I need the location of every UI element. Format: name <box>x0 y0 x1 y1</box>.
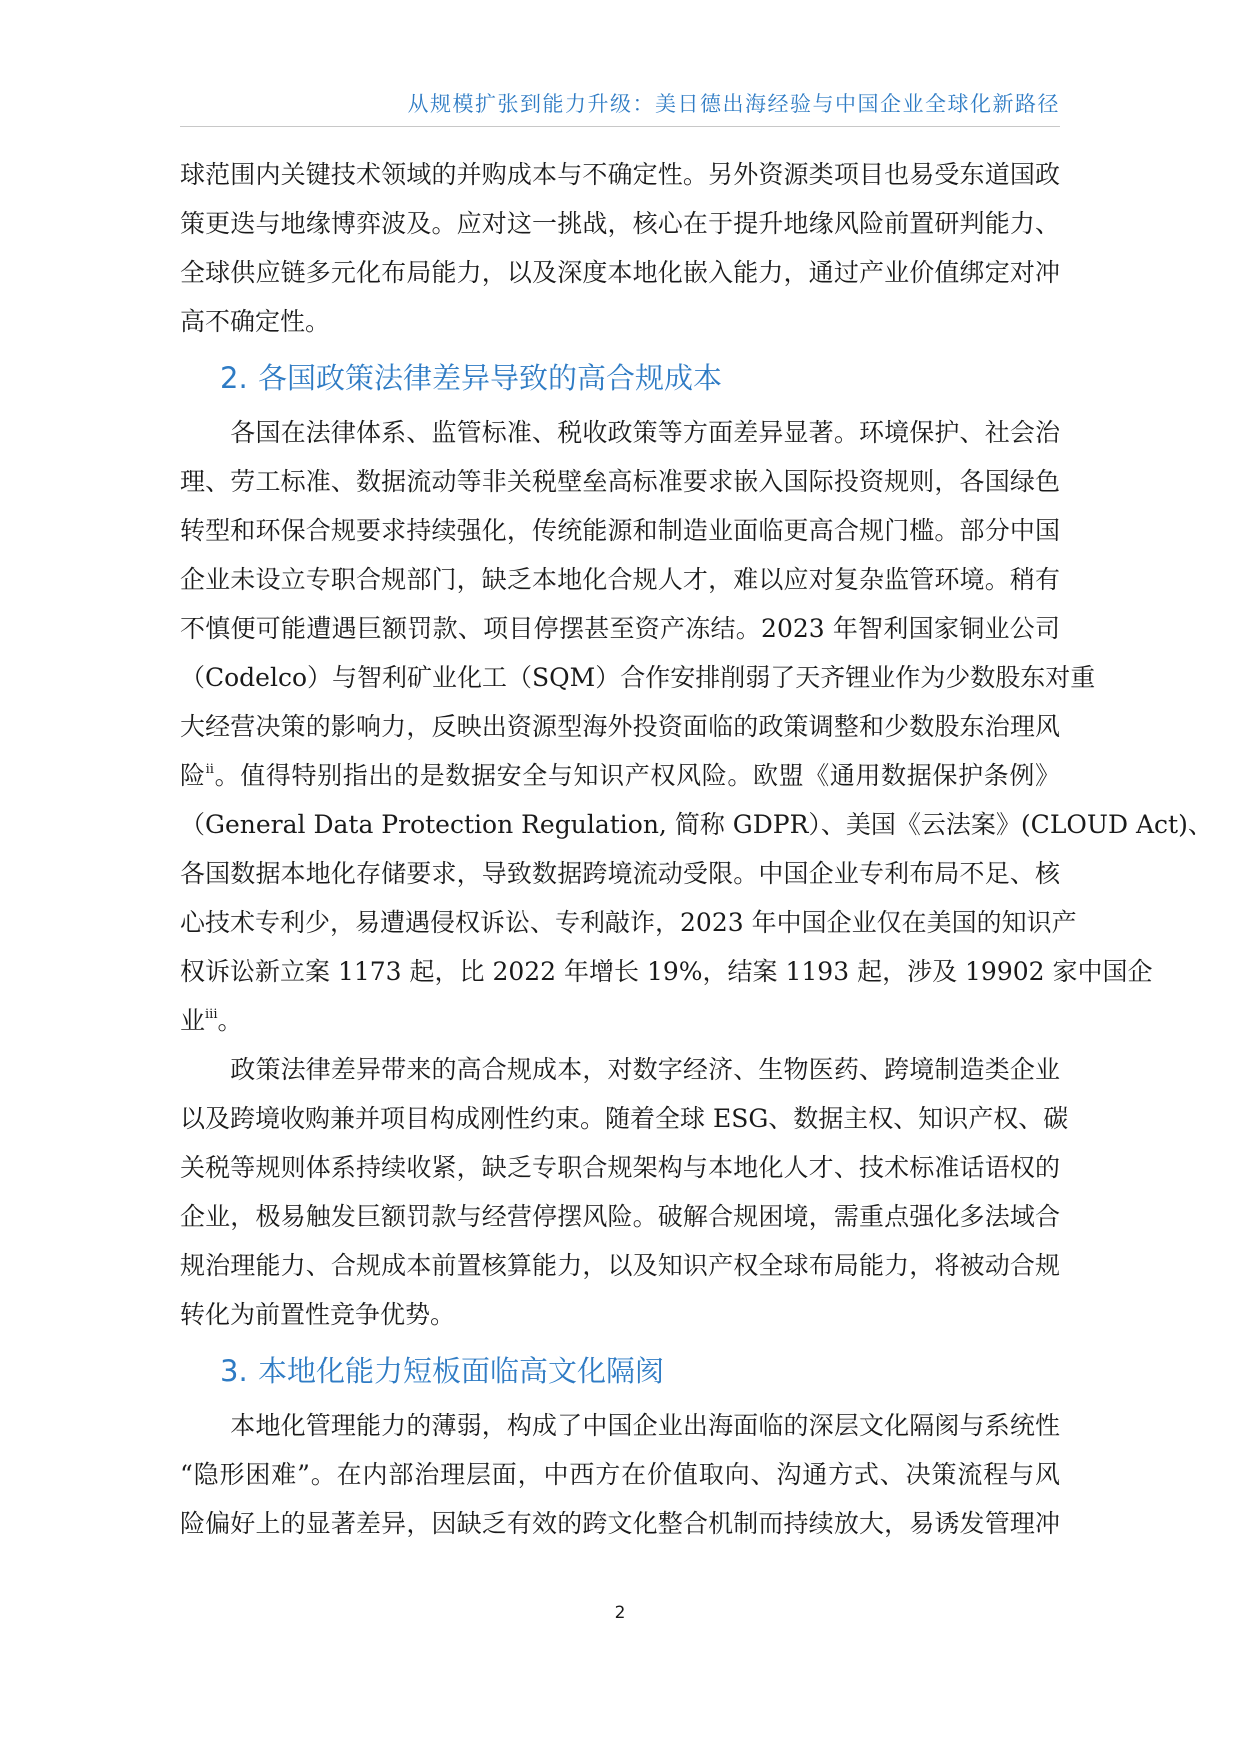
text-span: 险 <box>180 761 206 790</box>
text-line: 转化为前置性竞争优势。 <box>180 1300 456 1329</box>
text-line: 险偏好上的显著差异，因缺乏有效的跨文化整合机制而持续放大，易诱发管理冲 <box>180 1509 1060 1538</box>
section-number: 3. <box>220 1354 248 1388</box>
document-body <box>180 150 1213 1548</box>
paragraph-compliance-summary <box>180 1045 1069 1339</box>
text-line: 本地化管理能力的薄弱，构成了中国企业出海面临的深层文化隔阂与系统性 <box>180 1411 1060 1440</box>
running-header-title: 从规模扩张到能力升级：美日德出海经验与中国企业全球化新路径 <box>407 92 1060 116</box>
paragraph-compliance-costs <box>180 408 1213 1045</box>
paragraph-localization <box>180 1401 1060 1548</box>
text-line: 理、劳工标准、数据流动等非关税壁垒高标准要求嵌入国际投资规则，各国绿色 <box>180 467 1060 496</box>
text-line: 不慎便可能遭遇巨额罚款、项目停摆甚至资产冻结。2023 年智利国家铜业公司 <box>180 614 1060 643</box>
section-number: 2. <box>220 361 248 395</box>
text-line: 球范围内关键技术领域的并购成本与不确定性。另外资源类项目也易受东道国政 <box>180 160 1060 189</box>
section-heading-3 <box>220 1342 1060 1400</box>
text-line: 大经营决策的影响力，反映出资源型海外投资面临的政策调整和少数股东治理风 <box>180 712 1060 741</box>
text-line <box>180 996 1060 1045</box>
text-line: 企业未设立专职合规部门，缺乏本地化合规人才，难以应对复杂监管环境。稍有 <box>180 565 1060 594</box>
text-span: 业 <box>180 1006 206 1035</box>
text-line: “隐形困难”。在内部治理层面，中西方在价值取向、沟通方式、决策流程与风 <box>180 1460 1060 1489</box>
text-line <box>180 751 1060 800</box>
section-title: 各国政策法律差异导致的高合规成本 <box>258 361 723 395</box>
page-number: 2 <box>614 1603 626 1623</box>
text-line: （Codelco）与智利矿业化工（SQM）合作安排削弱了天齐锂业作为少数股东对重 <box>180 663 1096 692</box>
text-line: 高不确定性。 <box>180 307 331 336</box>
text-line: 策更迭与地缘博弈波及。应对这一挑战，核心在于提升地缘风险前置研判能力、 <box>180 209 1060 238</box>
text-line: 心技术专利少，易遭遇侵权诉讼、专利敲诈，2023 年中国企业仅在美国的知识产 <box>180 908 1077 937</box>
text-line: 关税等规则体系持续收紧，缺乏专职合规架构与本地化人才、技术标准话语权的 <box>180 1153 1060 1182</box>
section-title: 本地化能力短板面临高文化隔阂 <box>258 1354 665 1388</box>
paragraph-continuation <box>180 150 1060 346</box>
footnote-ref[interactable]: ii <box>205 761 214 777</box>
text-line: 各国数据本地化存储要求，导致数据跨境流动受限。中国企业专利布局不足、核 <box>180 859 1060 888</box>
text-line: 政策法律差异带来的高合规成本，对数字经济、生物医药、跨境制造类企业 <box>180 1055 1060 1084</box>
text-line: 全球供应链多元化布局能力，以及深度本地化嵌入能力，通过产业价值绑定对冲 <box>180 258 1060 287</box>
text-line: 以及跨境收购兼并项目构成刚性约束。随着全球 ESG、数据主权、知识产权、碳 <box>180 1104 1069 1133</box>
text-line: 各国在法律体系、监管标准、税收政策等方面差异显著。环境保护、社会治 <box>180 418 1060 447</box>
text-span: 。 <box>217 1006 243 1035</box>
text-line: 规治理能力、合规成本前置核算能力，以及知识产权全球布局能力，将被动合规 <box>180 1251 1060 1280</box>
section-heading-2 <box>220 349 1060 407</box>
text-line: 权诉讼新立案 1173 起，比 2022 年增长 19%，结案 1193 起，涉及 19902 家中国企 <box>180 957 1153 986</box>
footnote-ref[interactable]: iii <box>205 1006 218 1022</box>
header-rule <box>180 126 1060 127</box>
text-span: 。值得特别指出的是数据安全与知识产权风险。欧盟《通用数据保护条例》 <box>213 761 1060 790</box>
text-line: 转型和环保合规要求持续强化，传统能源和制造业面临更高合规门槛。部分中国 <box>180 516 1060 545</box>
text-line: 企业，极易触发巨额罚款与经营停摆风险。破解合规困境，需重点强化多法域合 <box>180 1202 1060 1231</box>
text-line: （General Data Protection Regulation, 简称 GDPR）、美国《云法案》(CLOUD Act)、 <box>180 810 1213 839</box>
